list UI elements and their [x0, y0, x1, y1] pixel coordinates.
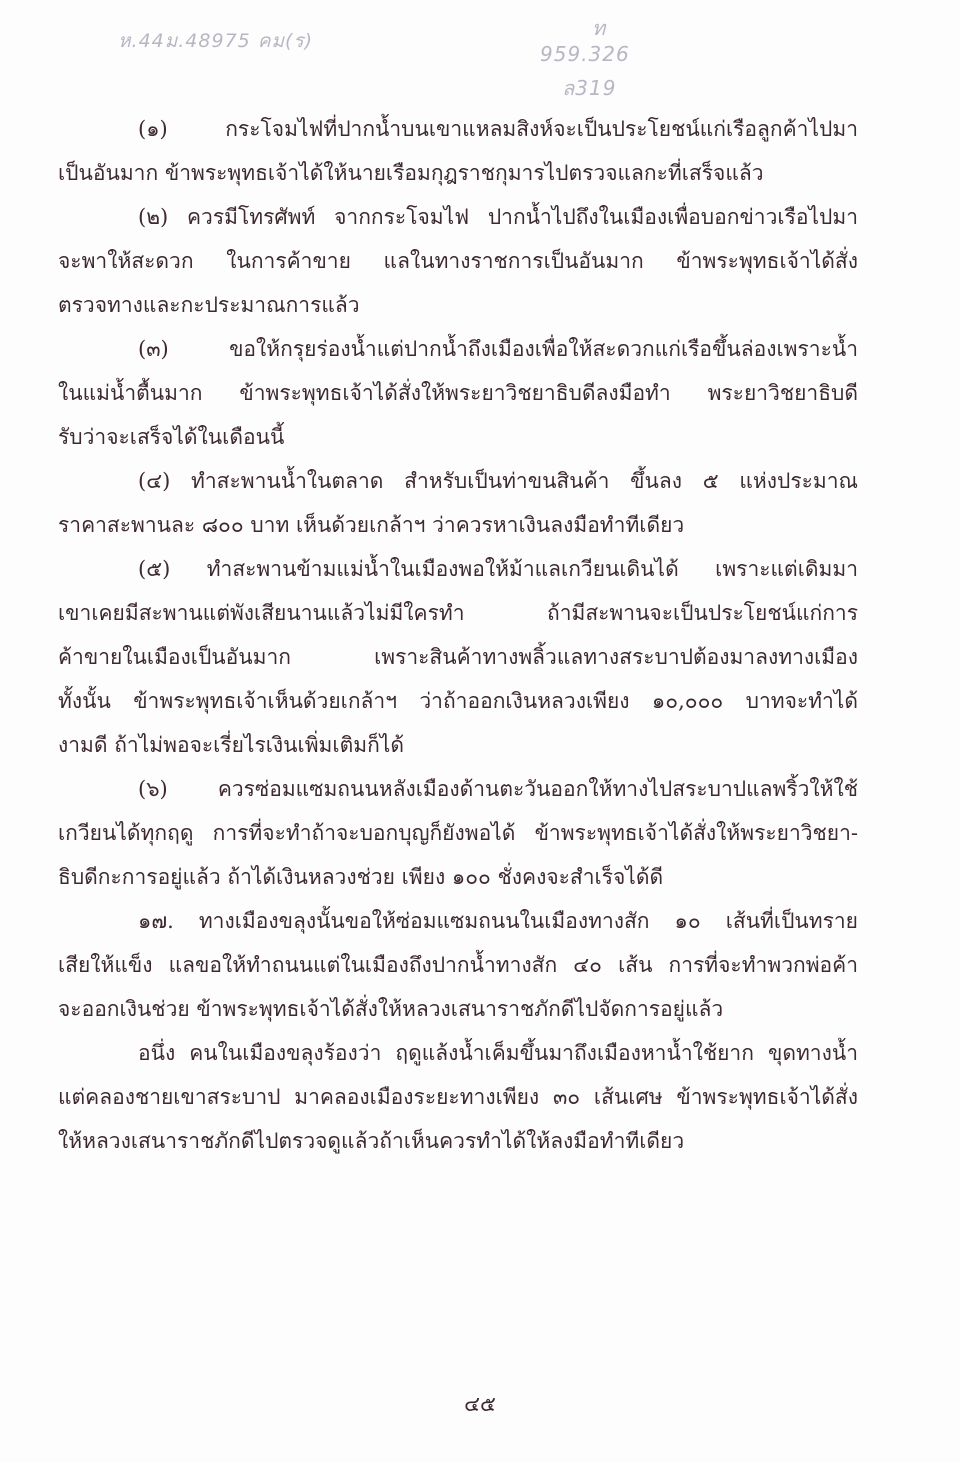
text-line: ค้าขายในเมืองเป็นอันมาก เพราะสินค้าทางพลิ้วแลทางสระบาปต้องมาลงทางเมือง	[58, 645, 858, 669]
text-line: เป็นอันมาก ข้าพระพุทธเจ้าได้ให้นายเรือมกุฎราชกุมารไปตรวจแลกะที่เสร็จแล้ว	[58, 161, 764, 185]
text-line: (๔) ทำสะพานน้ำในตลาด สำหรับเป็นท่าขนสินค้า ขึ้นลง ๕ แห่งประมาณ	[138, 469, 858, 493]
text-line: ธิบดีกะการอยู่แล้ว ถ้าได้เงินหลวงช่วย เพียง ๑๐๐ ชั่งคงจะสำเร็จได้ดี	[58, 865, 664, 889]
document-body	[58, 107, 858, 1163]
text-line: (๑) กระโจมไฟที่ปากน้ำบนเขาแหลมสิงห์จะเป็นประโยชน์แก่เรือลูกค้าไปมา	[138, 117, 858, 141]
text-line: ให้หลวงเสนาราชภักดีไปตรวจดูแล้วถ้าเห็นควรทำได้ให้ลงมือทำทีเดียว	[58, 1129, 685, 1153]
text-line: (๖) ควรซ่อมแซมถนนหลังเมืองด้านตะวันออกให้ทางไปสระบาปแลพริ้วให้ใช้	[138, 777, 858, 801]
text-line: แต่คลองชายเขาสระบาป มาคลองเมืองระยะทางเพียง ๓๐ เส้นเศษ ข้าพระพุทธเจ้าได้สั่ง	[58, 1085, 858, 1109]
text-line: รับว่าจะเสร็จได้ในเดือนนี้	[58, 425, 285, 449]
handwritten-class-line-3: ล319	[562, 76, 617, 100]
text-line: ตรวจทางและกะประมาณการแล้ว	[58, 293, 360, 317]
text-line: ราคาสะพานละ ๘๐๐ บาท เห็นด้วยเกล้าฯ ว่าควรหาเงินลงมือทำทีเดียว	[58, 513, 685, 537]
text-line: (๒) ควรมีโทรศัพท์ จากกระโจมไฟ ปากน้ำไปถึงในเมืองเพื่อบอกข่าวเรือไปมา	[138, 205, 858, 229]
text-line: จะพาให้สะดวก ในการค้าขาย แลในทางราชการเป็นอันมาก ข้าพระพุทธเจ้าได้สั่ง	[58, 249, 858, 273]
text-line: จะออกเงินช่วย ข้าพระพุทธเจ้าได้สั่งให้หลวงเสนาราชภักดีไปจัดการอยู่แล้ว	[58, 997, 724, 1021]
text-line: เสียให้แข็ง แลขอให้ทำถนนแต่ในเมืองถึงปากน้ำทางสัก ๔๐ เส้น การที่จะทำพวกพ่อค้า	[58, 953, 858, 977]
handwritten-reference-number: ห.44ม.48975 คม(ร)	[118, 30, 314, 52]
text-line: (๕) ทำสะพานข้ามแม่น้ำในเมืองพอให้ม้าแลเกวียนเดินได้ เพราะแต่เดิมมา	[138, 557, 858, 581]
handwritten-class-line-2: 959.326	[540, 42, 630, 66]
text-line: ในแม่น้ำตื้นมาก ข้าพระพุทธเจ้าได้สั่งให้พระยาวิชยาธิบดีลงมือทำ พระยาวิชยาธิบดี	[58, 381, 858, 405]
text-line: ทั้งนั้น ข้าพระพุทธเจ้าเห็นด้วยเกล้าฯ ว่าถ้าออกเงินหลวงเพียง ๑๐,๐๐๐ บาทจะทำได้	[58, 689, 858, 713]
text-line: งามดี ถ้าไม่พอจะเรี่ยไรเงินเพิ่มเติมก็ได้	[58, 733, 404, 757]
text-line: เกวียนได้ทุกฤดู การที่จะทำถ้าจะบอกบุญก็ยังพอได้ ข้าพระพุทธเจ้าได้สั่งให้พระยาวิชยา-	[58, 821, 858, 845]
text-line: (๓) ขอให้กรุยร่องน้ำแต่ปากน้ำถึงเมืองเพื่อให้สะดวกแก่เรือขึ้นล่องเพราะน้ำ	[138, 337, 858, 361]
page-number: ๔๕	[464, 1392, 496, 1416]
handwritten-class-line-1: ท	[592, 16, 607, 40]
text-line: อนึ่ง คนในเมืองขลุงร้องว่า ฤดูแล้งน้ำเค็มขึ้นมาถึงเมืองหาน้ำใช้ยาก ขุดทางน้ำ	[138, 1041, 858, 1065]
text-line: เขาเคยมีสะพานแต่พังเสียนานแล้วไม่มีใครทำ ถ้ามีสะพานจะเป็นประโยชน์แก่การ	[58, 601, 858, 625]
text-line: ๑๗. ทางเมืองขลุงนั้นขอให้ซ่อมแซมถนนในเมืองทางสัก ๑๐ เส้นที่เป็นทราย	[138, 909, 858, 933]
